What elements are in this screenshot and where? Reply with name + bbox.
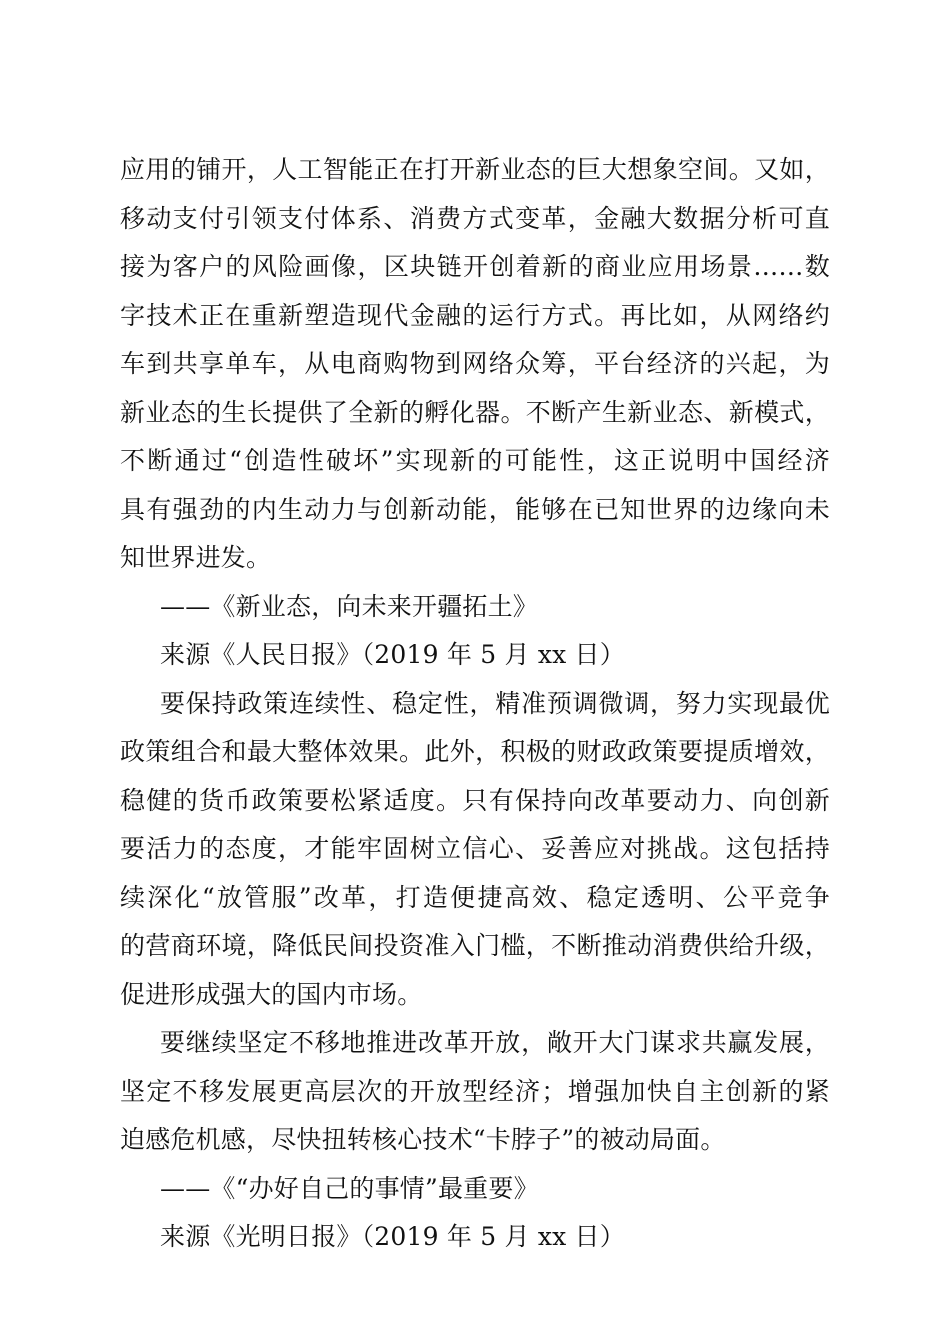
text-line: 应用的铺开，人工智能正在打开新业态的巨大想象空间。又如， [120,155,830,184]
document-page [120,146,830,1262]
text-line: 要保持政策连续性、稳定性，精准预调微调，努力实现最优 [160,688,830,718]
text-line: 续深化“放管服”改革，打造便捷高效、稳定透明、公平竞争 [120,882,830,912]
text-line: 不断通过“创造性破坏”实现新的可能性，这正说明中国经济 [120,446,830,475]
text-line: 要继续坚定不移地推进改革开放，敞开大门谋求共赢发展， [160,1028,830,1057]
paragraph-digital-economy [120,146,830,583]
citation-title: ——《“办好自己的事情”最重要》 [160,1173,539,1203]
text-line: 促进形成强大的国内市场。 [120,979,423,1009]
text-line: 坚定不移发展更高层次的开放型经济；增强加快自主创新的紧 [120,1076,830,1106]
paragraph-reform-opening [120,1019,830,1165]
citation-source: 来源《光明日报》（2019 年 5 月 xx 日） [160,1222,625,1251]
text-line: 知世界进发。 [120,543,272,572]
text-line: 要活力的态度，才能牢固树立信心、妥善应对挑战。这包括持 [120,834,830,863]
text-line: 字技术正在重新塑造现代金融的运行方式。再比如，从网络约 [120,300,830,330]
text-line: 具有强劲的内生动力与创新动能，能够在已知世界的边缘向未 [120,494,830,524]
text-line: 车到共享单车，从电商购物到网络众筹，平台经济的兴起，为 [120,349,830,378]
text-line: 迫感危机感，尽快扭转核心技术“卡脖子”的被动局面。 [120,1125,726,1154]
text-line: 新业态的生长提供了全新的孵化器。不断产生新业态、新模式， [120,397,830,427]
text-line: 移动支付引领支付体系、消费方式变革，金融大数据分析可直 [120,203,830,233]
text-line: 政策组合和最大整体效果。此外，积极的财政政策要提质增效， [120,737,830,766]
text-line: 的营商环境，降低民间投资准入门槛，不断推动消费供给升级， [120,931,830,960]
citation-title: ——《新业态，向未来开疆拓土》 [160,591,539,621]
text-line: 接为客户的风险画像，区块链开创着新的商业应用场景……数 [120,252,830,281]
paragraph-policy [120,680,830,1020]
text-line: 稳健的货币政策要松紧适度。只有保持向改革要动力、向创新 [120,785,830,815]
citation-source: 来源《人民日报》（2019 年 5 月 xx 日） [160,640,625,669]
